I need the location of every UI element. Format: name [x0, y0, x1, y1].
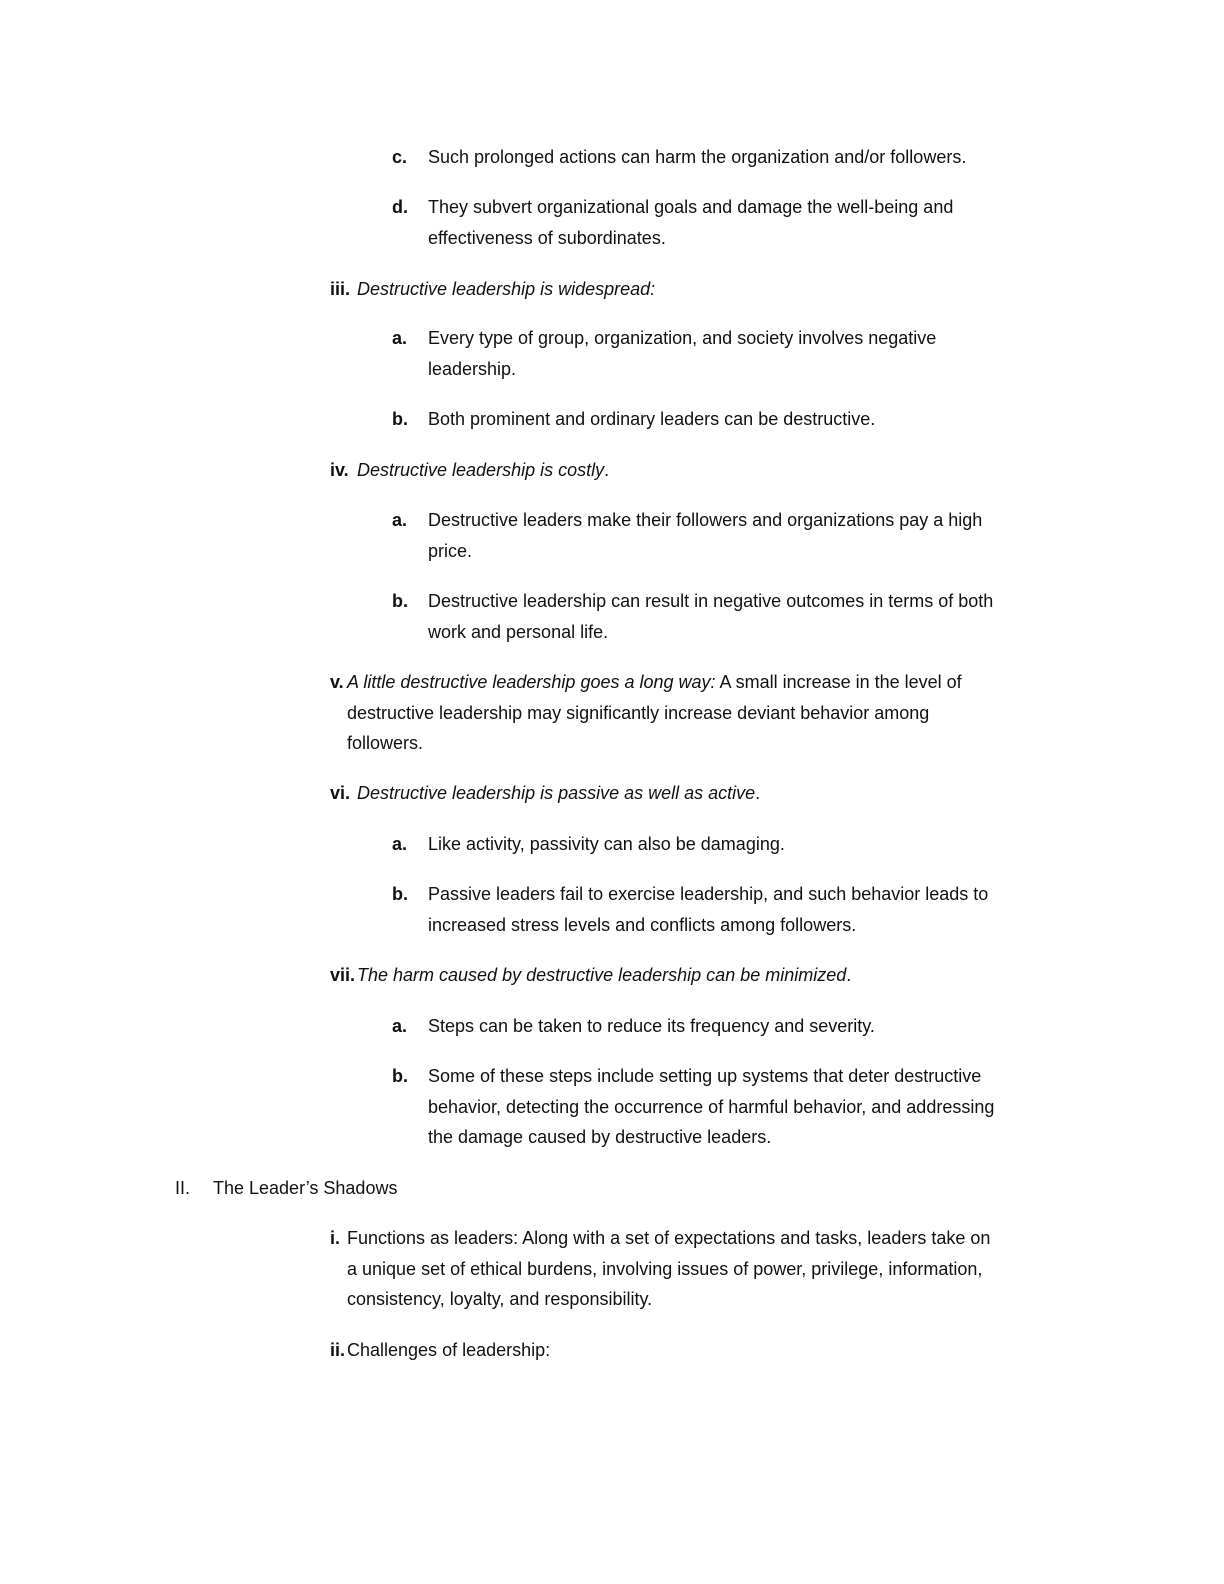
item-label: vi.: [330, 783, 351, 803]
item-label: iii.: [330, 279, 351, 299]
item-text: the damage caused by destructive leaders.: [428, 1127, 772, 1148]
item-text: followers.: [347, 733, 424, 754]
list-item: [392, 142, 967, 173]
item-text: Destructive leadership can result in negative outcomes in terms of both: [428, 591, 994, 611]
item-label: vii.: [330, 965, 356, 985]
list-item: [392, 404, 876, 435]
section-heading: [330, 960, 852, 991]
list-item: [392, 323, 937, 384]
item-text: Destructive leaders make their followers and organizations pay a high: [428, 510, 983, 530]
list-item: [392, 829, 785, 860]
section-title: [175, 1173, 398, 1204]
item-text: consistency, loyalty, and responsibility.: [347, 1289, 653, 1310]
item-text: a unique set of ethical burdens, involving issues of power, privilege, information,: [347, 1258, 983, 1279]
list-item: [330, 1335, 551, 1366]
section-heading: [330, 667, 962, 759]
item-label: ii.: [330, 1340, 346, 1360]
item-text: destructive leadership may significantly increase deviant behavior among: [347, 702, 930, 723]
heading-tail: A small increase in the level of: [715, 672, 962, 692]
item-label: a.: [392, 1016, 408, 1036]
item-text: increased stress levels and conflicts among followers.: [428, 914, 857, 935]
item-label: c.: [392, 147, 408, 167]
list-item: [392, 192, 954, 253]
item-label: a.: [392, 510, 408, 530]
list-item: [392, 1011, 875, 1042]
item-text: effectiveness of subordinates.: [428, 227, 666, 248]
item-text: Every type of group, organization, and society involves negative: [428, 328, 937, 348]
item-text: leadership.: [428, 358, 517, 379]
item-text: Steps can be taken to reduce its frequency and severity.: [428, 1016, 875, 1036]
list-item: [392, 505, 983, 566]
item-text: Challenges of leadership:: [347, 1340, 551, 1360]
item-text: Functions as leaders: Along with a set of expectations and tasks, leaders take on: [347, 1228, 991, 1248]
item-label: iv.: [330, 460, 349, 480]
section-heading: [330, 455, 610, 486]
heading-tail: .: [755, 783, 761, 803]
list-item: [392, 1061, 995, 1153]
item-text: Some of these steps include setting up systems that deter destructive: [428, 1066, 982, 1086]
heading-text: Destructive leadership is passive as well as active: [357, 783, 756, 803]
list-item: [392, 586, 994, 647]
item-text: They subvert organizational goals and damage the well-being and: [428, 197, 954, 217]
item-text: Both prominent and ordinary leaders can be destructive.: [428, 409, 876, 429]
item-label: b.: [392, 884, 408, 904]
item-label: v.: [330, 672, 344, 692]
item-text: price.: [428, 540, 473, 561]
list-item: [330, 1223, 991, 1315]
item-text: work and personal life.: [428, 621, 609, 642]
item-label: II.: [175, 1178, 191, 1198]
section-heading: [330, 778, 761, 809]
heading-text: Destructive leadership is costly: [357, 460, 605, 480]
item-label: a.: [392, 328, 408, 348]
item-label: b.: [392, 591, 408, 611]
item-label: d.: [392, 197, 408, 217]
section-title-text: The Leader’s Shadows: [213, 1178, 398, 1198]
item-label: b.: [392, 1066, 408, 1086]
heading-tail: .: [846, 965, 852, 985]
heading-text: A little destructive leadership goes a long way:: [347, 672, 716, 692]
item-label: a.: [392, 834, 408, 854]
heading-text: The harm caused by destructive leadership can be minimized: [357, 965, 847, 985]
item-label: i.: [330, 1228, 341, 1248]
item-text: Such prolonged actions can harm the organization and/or followers.: [428, 147, 967, 167]
item-text: Passive leaders fail to exercise leadership, and such behavior leads to: [428, 884, 989, 904]
item-text: Like activity, passivity can also be damaging.: [428, 834, 785, 854]
list-item: [392, 879, 989, 940]
item-text: behavior, detecting the occurrence of harmful behavior, and addressing: [428, 1096, 995, 1117]
item-label: b.: [392, 409, 408, 429]
section-heading: [330, 274, 656, 305]
heading-tail: .: [604, 460, 610, 480]
heading-text: Destructive leadership is widespread:: [357, 279, 656, 299]
